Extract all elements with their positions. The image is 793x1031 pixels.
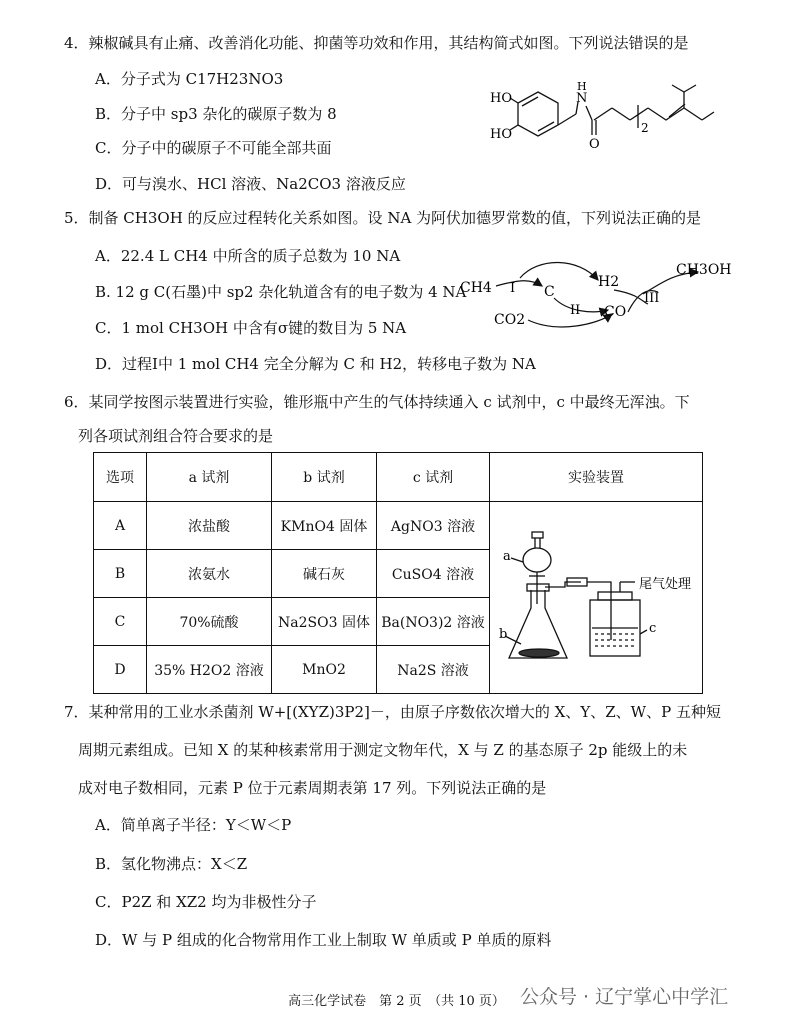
q5-option-d: D．过程Ⅰ中 1 mol CH4 完全分解为 C 和 H2，转移电子数为 NA bbox=[95, 355, 536, 373]
row-b-option: B bbox=[94, 550, 147, 598]
q7-option-a: A．简单离子半径：Y＜W＜P bbox=[95, 816, 292, 834]
row-a-option: A bbox=[94, 502, 147, 550]
header-option: 选项 bbox=[94, 453, 147, 502]
row-c-reagent-c: Ba(NO3)2 溶液 bbox=[377, 598, 490, 646]
process-iii-label: III bbox=[644, 291, 660, 306]
n-label: N bbox=[576, 91, 588, 106]
header-c: c 试剂 bbox=[377, 453, 490, 502]
q7-option-c: C．P2Z 和 XZ2 均为非极性分子 bbox=[95, 893, 317, 911]
apparatus-diagram bbox=[495, 508, 705, 668]
row-d-option: D bbox=[94, 646, 147, 694]
ho-bottom-label: HO bbox=[490, 127, 512, 142]
row-a-reagent-a: 浓盐酸 bbox=[147, 502, 272, 550]
row-d-reagent-c: Na2S 溶液 bbox=[377, 646, 490, 694]
row-a-reagent-c: AgNO3 溶液 bbox=[377, 502, 490, 550]
q5-stem: 5．制备 CH3OH 的反应过程转化关系如图。设 NA 为阿伏加德罗常数的值，下列说法正确的是 bbox=[64, 209, 702, 227]
row-b-reagent-a: 浓氨水 bbox=[147, 550, 272, 598]
o-label: O bbox=[589, 137, 600, 152]
header-b: b 试剂 bbox=[272, 453, 377, 502]
repeat-count: 2 bbox=[641, 121, 649, 135]
co2-label: CO2 bbox=[494, 312, 526, 328]
row-c-reagent-a: 70%硫酸 bbox=[147, 598, 272, 646]
q5-option-b: B. 12 g C(石墨)中 sp2 杂化轨道含有的电子数为 4 NA bbox=[95, 283, 467, 301]
ch3oh-label: CH3OH bbox=[676, 262, 732, 278]
apparatus-label-b: b bbox=[499, 627, 508, 642]
c-label: C bbox=[544, 284, 555, 300]
q7-stem-line2: 周期元素组成。已知 X 的某种核素常用于测定文物年代，X 与 Z 的基态原子 2p 能级上的未 bbox=[78, 741, 688, 759]
q4-option-d: D．可与溴水、HCl 溶液、Na2CO3 溶液反应 bbox=[95, 175, 406, 193]
header-apparatus: 实验装置 bbox=[490, 453, 703, 502]
ho-top-label: HO bbox=[490, 91, 512, 106]
h-label: H bbox=[577, 80, 587, 93]
row-d-reagent-a: 35% H2O2 溶液 bbox=[147, 646, 272, 694]
co-label: CO bbox=[604, 304, 627, 320]
capsaicin-structure bbox=[488, 80, 728, 160]
apparatus-label-tail-gas: 尾气处理 bbox=[639, 577, 692, 592]
table-header-row bbox=[94, 453, 703, 502]
row-b-reagent-c: CuSO4 溶液 bbox=[377, 550, 490, 598]
row-a-reagent-b: KMnO4 固体 bbox=[272, 502, 377, 550]
q4-option-a bbox=[95, 69, 283, 89]
process-ii-label: II bbox=[570, 303, 581, 318]
apparatus-label-c: c bbox=[649, 621, 657, 636]
q7-stem-line3: 成对电子数相同，元素 P 位于元素周期表第 17 列。下列说法正确的是 bbox=[78, 779, 547, 797]
row-c-reagent-b: Na2SO3 固体 bbox=[272, 598, 377, 646]
row-d-reagent-b: MnO2 bbox=[272, 646, 377, 694]
process-i-label: I bbox=[510, 281, 516, 296]
q4-option-b: B．分子中 sp3 杂化的碳原子数为 8 bbox=[95, 105, 337, 123]
q4-option-a-formula: C17H23NO3 bbox=[185, 70, 284, 88]
q4-stem: 4．辣椒碱具有止痛、改善消化功能、抑菌等功效和作用，其结构简式如图。下列说法错误的是 bbox=[64, 34, 689, 52]
q7-stem-line1: 7．某种常用的工业水杀菌剂 W+[(XYZ)3P2]－，由原子序数依次增大的 X、Y、Z、W、P 五种短 bbox=[64, 703, 721, 721]
q4-option-c: C．分子中的碳原子不可能全部共面 bbox=[95, 139, 332, 157]
q4-option-a-label: A．分子式为 bbox=[95, 70, 186, 88]
ch4-label: CH4 bbox=[460, 280, 492, 296]
q5-option-a: A．22.4 L CH4 中所含的质子总数为 10 NA bbox=[95, 247, 401, 265]
q7-option-b: B．氢化物沸点：X＜Z bbox=[95, 855, 248, 873]
row-c-option: C bbox=[94, 598, 147, 646]
header-a: a 试剂 bbox=[147, 453, 272, 502]
row-b-reagent-b: 碱石灰 bbox=[272, 550, 377, 598]
q7-option-d: D．W 与 P 组成的化合物常用作工业上制取 W 单质或 P 单质的原料 bbox=[95, 931, 552, 949]
q5-option-c: C．1 mol CH3OH 中含有σ键的数目为 5 NA bbox=[95, 319, 407, 337]
reaction-diagram bbox=[458, 252, 758, 334]
page-footer: 高三化学试卷 第 2 页 （共 10 页） bbox=[288, 994, 505, 1009]
q6-stem-line2: 列各项试剂组合符合要求的是 bbox=[78, 427, 274, 445]
q6-stem-line1: 6．某同学按图示装置进行实验，锥形瓶中产生的气体持续通入 c 试剂中，c 中最终无浑浊。下 bbox=[64, 393, 690, 411]
watermark: 公众号 · 辽宁掌心中学汇 bbox=[520, 986, 729, 1008]
apparatus-label-a: a bbox=[503, 549, 511, 564]
h2-label: H2 bbox=[598, 274, 620, 290]
